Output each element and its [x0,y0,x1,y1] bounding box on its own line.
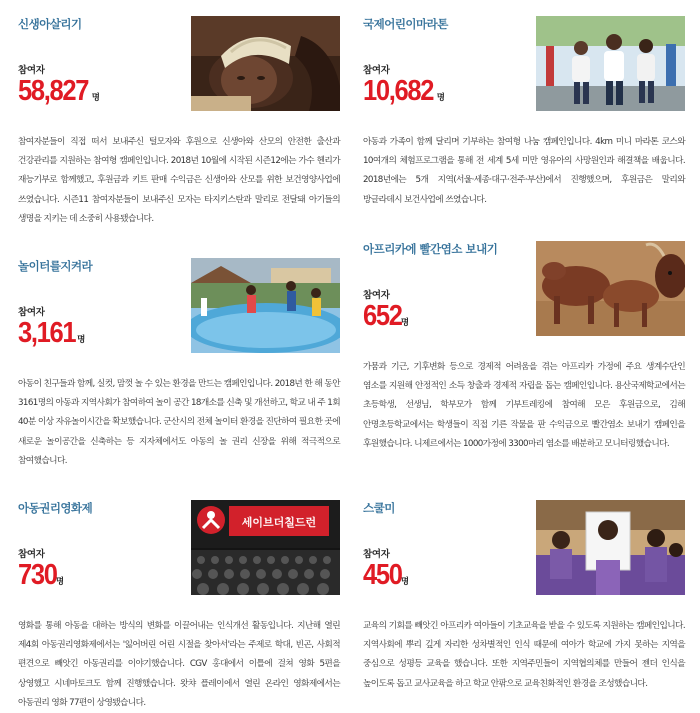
count-unit: 명 [436,93,445,103]
count-number: 10,682 [363,75,434,107]
count-number: 3,161 [18,317,76,349]
count-unit: 명 [91,93,100,103]
campaign-title: 국제어린이마라톤 [363,17,448,31]
campaign-description: 교육의 기회를 빼앗긴 아프리카 여아들이 기초교육을 받을 수 있도록 지원하는 캠페인입니다. 지역사회에 뿌리 깊게 자리한 성차별적인 인식 때문에 여아가 학교에 가지 못하는 지역을 중심으로 성평등 교육을 했습니다. 또한 지역주민들이 지역협의체를 만들어 젠더 인식을 높이도록 돕고 교사교육을 하고 학교 안팎으로 교육친화적인 환경을 조성했습니다. [363,621,685,689]
participant-count [18,75,100,108]
school-girls-photo [536,500,685,595]
participants-label: 참여자 [18,65,45,76]
count-number: 730 [18,559,57,591]
festival-banner-text: 세이브더칠드런 [241,516,317,529]
campaign-description: 가뭄과 기근, 기후변화 등으로 경제적 어려움을 겪는 아프리카 가정에 주요 생계수단인 염소를 지원해 안정적인 소득 창출과 경제적 자립을 돕는 캠페인입니다. 용산국제학교에서는 초등학생, 선생님, 학부모가 함께 기부트레킹에 참여해 모은 후원금으로, 김해 안명초등학교에서는 학생들이 직접 기른 작물을 판 수익금으로 빨간염소 보내기 캠페인을 후원했습니다. 니제르에서는 1000가정에 3300마리 염소를 배분하고 모니터링했습니다. [363,362,685,449]
participant-count [363,300,409,333]
campaign-title: 아프리카에 빨간염소 보내기 [363,242,498,256]
participant-count [18,559,64,592]
campaign-description: 참여자분들이 직접 떠서 보내주신 털모자와 후원으로 신생아와 산모의 안전한 출산과 건강관리를 지원하는 참여형 캠페인입니다. 2018년 10월에 시작된 시즌12에는 가수 헨리가 재능기부로 함께했고, 후원금과 키트 판매 수익금은 신생아와 산모를 위한 보건영양사업에 쓰였습니다. 시즌11 참여자분들이 보내주신 모자는 타지키스탄과 말리로 전달돼 아기들의 생명을 지키는 데 소중히 사용됐습니다. [18,137,340,224]
film-festival-photo [191,500,340,595]
participant-count [363,559,409,592]
campaign-title: 놀이터를지켜라 [18,259,93,273]
participants-label: 참여자 [363,290,390,301]
campaign-title: 스쿨미 [363,501,395,515]
count-unit: 명 [400,318,410,328]
count-number: 58,827 [18,75,89,107]
count-number: 652 [363,300,402,332]
campaign-title: 신생아살리기 [18,17,82,31]
participant-count [363,75,445,108]
count-number: 450 [363,559,402,591]
campaign-description: 영화를 통해 아동을 대하는 방식의 변화를 이끌어내는 인식개선 활동입니다. 지난해 열린 제4회 아동권리영화제에서는 '잃어버린 어린 시절을 찾아서'라는 주제로 학대, 빈곤, 사회적 편견으로 빼앗긴 아동권리를 이야기했습니다. CGV 홍대에서 이틀에 걸쳐 영화 5편을 상영했고 시네마토크도 함께 진행했습니다. 왓챠 플레이에서 열린 온라인 영화제에서는 아동권리 영화 77편이 상영됐습니다. [18,621,340,708]
goats-photo [536,241,685,336]
playground-photo [191,258,340,353]
participants-label: 참여자 [18,549,45,560]
count-unit: 명 [400,577,410,587]
campaign-title: 아동권리영화제 [18,501,93,515]
newborn-photo [191,16,340,111]
count-unit: 명 [77,335,86,345]
participants-label: 참여자 [363,549,390,560]
count-unit: 명 [55,577,65,587]
participants-label: 참여자 [18,307,45,318]
campaign-description: 아동이 친구들과 함께, 실컷, 맘껏 놀 수 있는 환경을 만드는 캠페인입니다. 2018년 한 해 동안 3161명의 아동과 지역사회가 참여하여 놀이 공간 18개소를 신축 및 개선하고, 학교 내 주 1회 40분 이상 자유놀이시간을 확보했습니다. 군산시의 전체 놀이터 환경을 진단하여 필요한 곳에 새로운 놀이공간을 신축하는 등 지자체에서도 아동의 놀 권리 신장을 위해 적극적으로 참여했습니다. [18,379,340,466]
marathon-photo [536,16,685,111]
campaign-description: 아동과 가족이 함께 달리며 기부하는 참여형 나눔 캠페인입니다. 4km 미니 마라톤 코스와 10여개의 체험프로그램을 통해 전 세계 5세 미만 영유아의 사망원인과 해결책을 배웁니다. 2018년에는 5개 지역(서울·세종·대구·전주·부산)에서 진행했으며, 후원금은 말리와 방글라데시 보건사업에 쓰였습니다. [363,137,685,205]
participants-label: 참여자 [363,65,390,76]
participant-count [18,317,85,350]
